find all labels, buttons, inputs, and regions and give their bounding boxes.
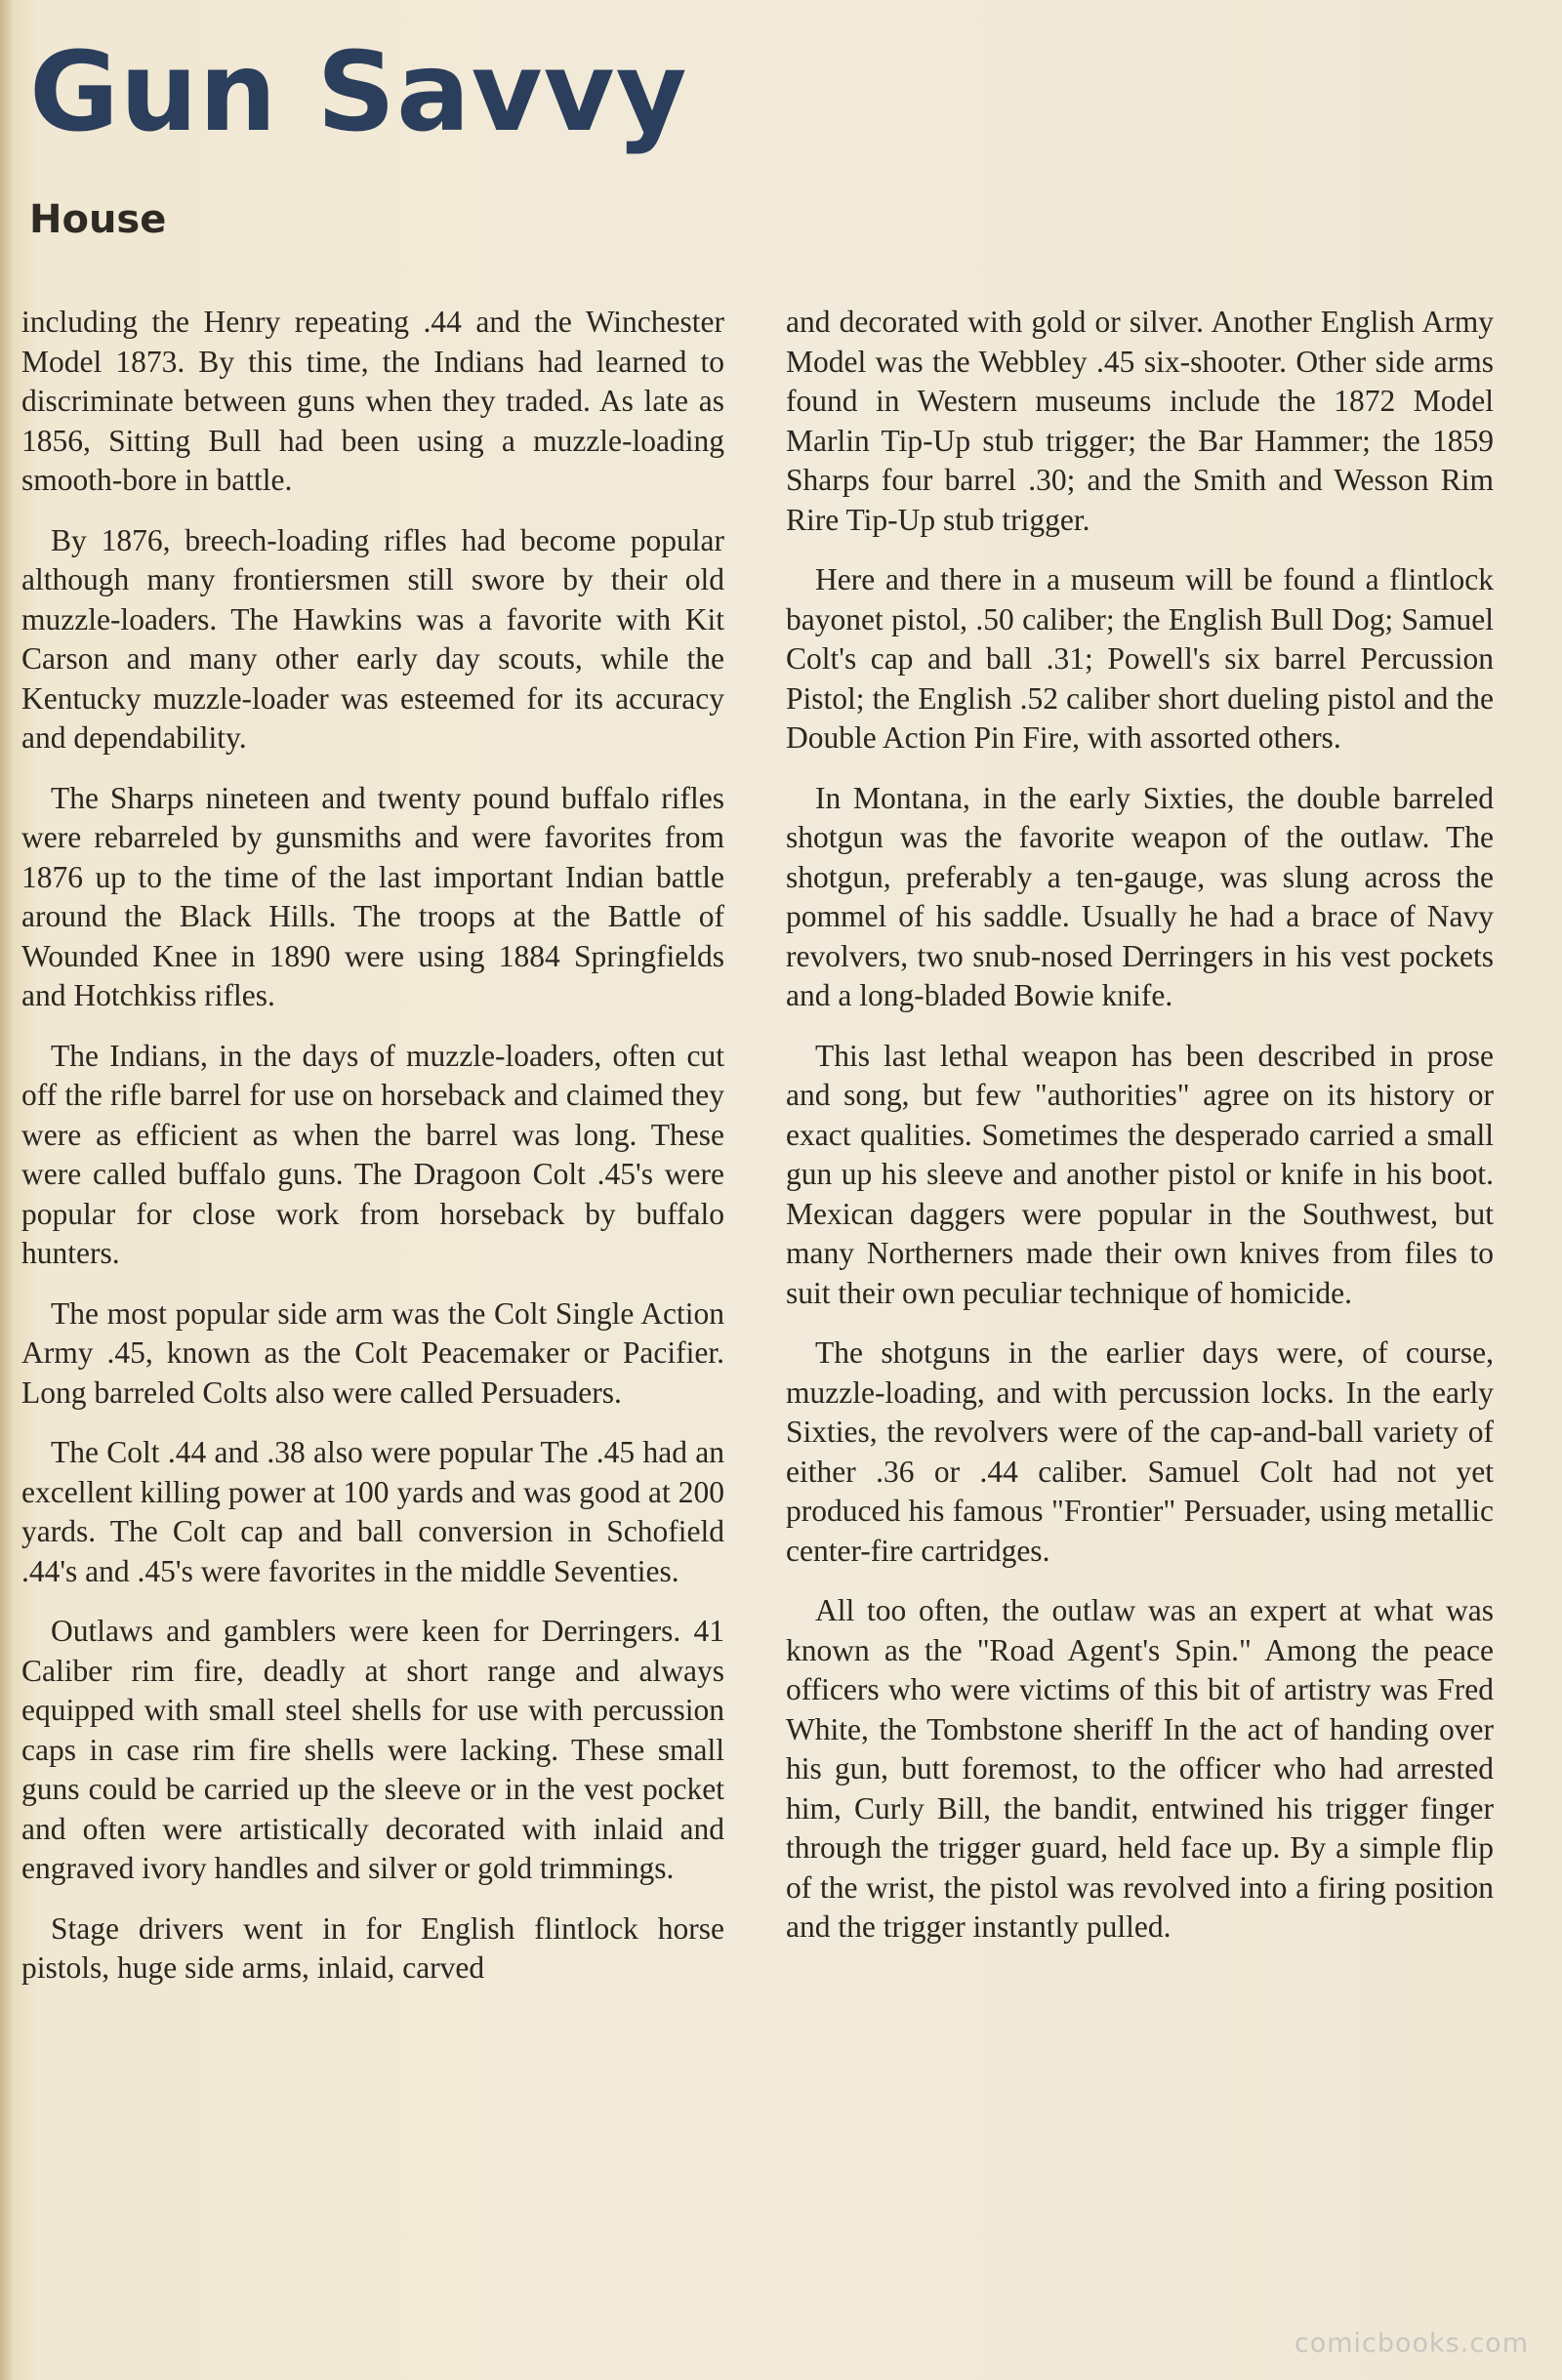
paragraph: The shotguns in the earlier days were, of course, muzzle-loading, and with percussion locks. In the early Sixties, the revolvers were of the cap-and-ball variety of either .36 or .44 caliber. Samuel Colt had not yet produced his famous "Frontier" Persuader, using metallic center-fire cartridges. xyxy=(786,1335,1494,1568)
paragraph: including the Henry repeating .44 and the Winchester Model 1873. By this time, the Indians had learned to discriminate between guns when they traded. As late as 1856, Sitting Bull had been using a muzzle-loading smooth-bore in battle. xyxy=(21,305,724,497)
left-text-column xyxy=(21,303,724,2009)
paragraph: All too often, the outlaw was an expert at what was known as the "Road Agent's Spin." Among the peace officers who were victims of this bit of artistry was Fred White, the Tombstone sheriff In the act of handing over his gun, butt foremost, to the officer who had arrested him, Curly Bill, the bandit, entwined his trigger finger through the trigger guard, held face up. By a simple flip of the wrist, the pistol was revolved into a firing position and the trigger instantly pulled. xyxy=(786,1593,1494,1944)
paragraph: The Indians, in the days of muzzle-loaders, often cut off the rifle barrel for use on horseback and claimed they were as efficient as when the barrel was long. These were called buffalo guns. The Dragoon Colt .45's were popular for close work from horseback by buffalo hunters. xyxy=(21,1038,724,1270)
article-subtitle: House xyxy=(29,197,167,242)
site-watermark: comicbooks.com xyxy=(1294,2328,1529,2359)
page-spine-shadow xyxy=(0,0,14,2380)
right-text-column xyxy=(786,303,1494,1968)
paragraph: Outlaws and gamblers were keen for Derringers. 41 Caliber rim fire, deadly at short range and always equipped with small steel shells for use with percussion caps in case rim fire shells were lacking. These small guns could be carried up the sleeve or in the vest pocket and often were artistically decorated with inlaid and engraved ivory handles and silver or gold trimmings. xyxy=(21,1614,724,1885)
paragraph: In Montana, in the early Sixties, the double barreled shotgun was the favorite weapon of the outlaw. The shotgun, preferably a ten-gauge, was slung across the pommel of his saddle. Usually he had a brace of Navy revolvers, two snub-nosed Derringers in his vest pockets and a long-bladed Bowie knife. xyxy=(786,780,1494,1012)
paragraph: and decorated with gold or silver. Another English Army Model was the Webbley .45 six-shooter. Other side arms found in Western museums include the 1872 Model Marlin Tip-Up stub trigger; the Bar Hammer; the 1859 Sharps four barrel .30; and the Smith and Wesson Rim Rire Tip-Up stub trigger. xyxy=(786,305,1494,537)
paragraph: By 1876, breech-loading rifles had become popular although many frontiersmen still swore by their old muzzle-loaders. The Hawkins was a favorite with Kit Carson and many other early day scouts, while the Kentucky muzzle-loader was esteemed for its accuracy and dependability. xyxy=(21,522,724,755)
paragraph: The most popular side arm was the Colt Single Action Army .45, known as the Colt Peacemaker or Pacifier. Long barreled Colts also were called Persuaders. xyxy=(21,1295,724,1410)
article-title: Gun Savvy xyxy=(29,29,688,156)
paragraph: The Colt .44 and .38 also were popular The .45 had an excellent killing power at 100 yards and was good at 200 yards. The Colt cap and ball conversion in Schofield .44's and .45's were favorites in the middle Seventies. xyxy=(21,1435,724,1588)
paragraph: The Sharps nineteen and twenty pound buffalo rifles were rebarreled by gunsmiths and were favorites from 1876 up to the time of the last important Indian battle around the Black Hills. The troops at the Battle of Wounded Knee in 1890 were using 1884 Springfields and Hotchkiss rifles. xyxy=(21,780,724,1012)
paragraph: This last lethal weapon has been described in prose and song, but few "authorities" agree on its history or exact qualities. Sometimes the desperado carried a small gun up his sleeve and another pistol or knife in his boot. Mexican daggers were popular in the Southwest, but many Northerners made their own knives from files to suit their own peculiar technique of homicide. xyxy=(786,1038,1494,1310)
paragraph: Stage drivers went in for English flintlock horse pistols, huge side arms, inlaid, carved xyxy=(21,1910,724,1985)
paragraph: Here and there in a museum will be found a flintlock bayonet pistol, .50 caliber; the English Bull Dog; Samuel Colt's cap and ball .31; Powell's six barrel Percussion Pistol; the English .52 caliber short dueling pistol and the Double Action Pin Fire, with assorted others. xyxy=(786,562,1494,755)
